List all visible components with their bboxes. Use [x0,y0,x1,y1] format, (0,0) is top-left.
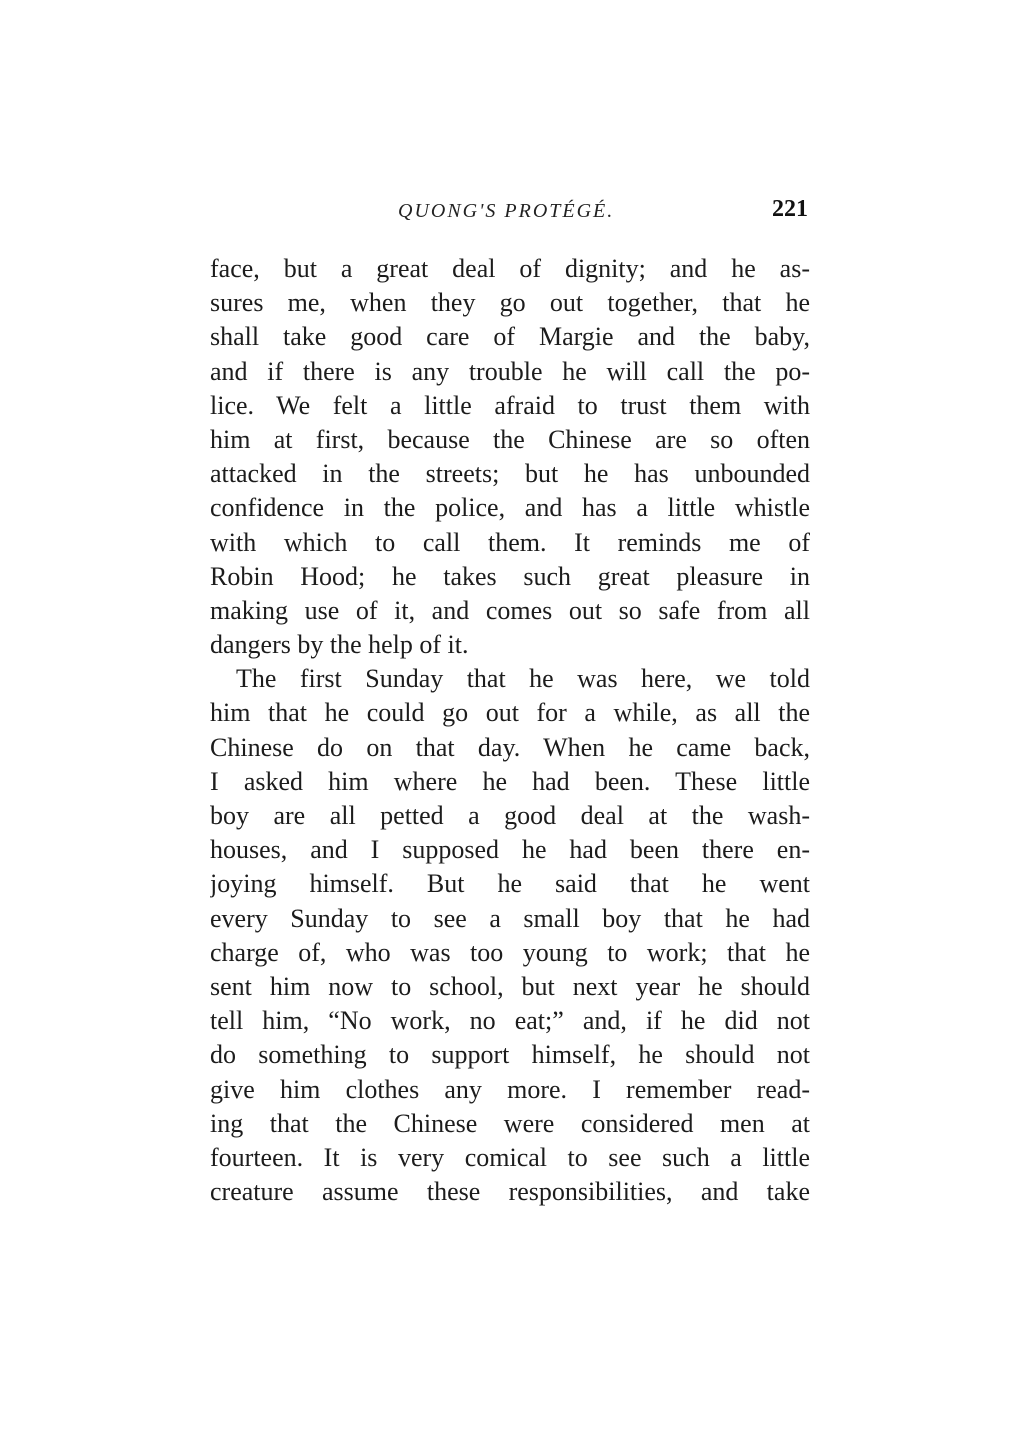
text-line: and if there is any trouble he will call the po- [210,356,810,386]
text-line: joying himself. But he said that he went [210,869,810,899]
text-line: charge of, who was too young to work; that he [210,937,810,967]
text-line: sures me, when they go out together, that he [210,288,810,318]
body-text [210,252,810,1209]
text-line: every Sunday to see a small boy that he had [210,903,810,933]
text-line: fourteen. It is very comical to see such a little [210,1142,810,1172]
text-line: with which to call them. It reminds me of [210,527,810,557]
text-line: shall take good care of Margie and the baby, [210,322,810,352]
text-line: making use of it, and comes out so safe from all [210,595,810,625]
text-line: Robin Hood; he takes such great pleasure in [210,561,810,591]
text-line: sent him now to school, but next year he should [210,971,810,1001]
text-line: him at first, because the Chinese are so often [210,424,810,454]
text-line: creature assume these responsibilities, and take [210,1177,810,1207]
running-head [210,196,810,228]
text-line: face, but a great deal of dignity; and he as- [210,254,810,283]
text-line: lice. We felt a little afraid to trust them with [210,390,810,420]
running-title: QUONG'S PROTÉGÉ. [398,200,615,222]
text-line: confidence in the police, and has a little whistle [210,493,810,523]
text-line: attacked in the streets; but he has unbounded [210,459,810,489]
page-number: 221 [772,196,808,222]
text-line: I asked him where he had been. These little [210,766,810,796]
text-line: tell him, “No work, no eat;” and, if he did not [210,1006,810,1036]
text-line: dangers by the help of it. [210,630,469,660]
text-line: The first Sunday that he was here, we told [236,664,810,694]
text-line: do something to support himself, he should not [210,1040,810,1070]
text-line: boy are all petted a good deal at the wash- [210,801,810,830]
text-line: give him clothes any more. I remember read- [210,1074,810,1104]
text-line: Chinese do on that day. When he came back, [210,732,810,762]
text-line: him that he could go out for a while, as all the [210,698,810,728]
text-line: ing that the Chinese were considered men at [210,1108,810,1138]
text-line: houses, and I supposed he had been there en- [210,835,810,865]
